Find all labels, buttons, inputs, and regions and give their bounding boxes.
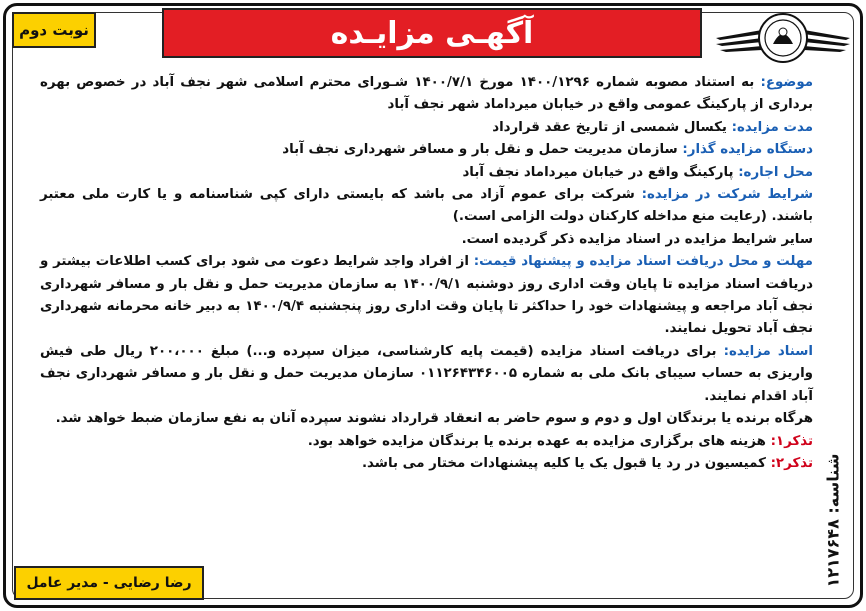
subject-text: به استناد مصوبه شماره ۱۴۰۰/۱۲۹۶ مورخ ۱۴۰۰/۷/۱ شـورای محترم اسلامی شهر نجف آباد در خصوص بهره برداری از پارکینگ عمومی واقع در خیابان میرداماد شهر نجف آباد — [40, 75, 813, 113]
forfeit-paragraph: هرگاه برنده یا برندگان اول و دوم و سوم حاضر به انعقاد قرارداد نشوند سپرده آنان به نفع سازمان ضبط خواهد شد. — [55, 411, 813, 427]
title-banner — [162, 8, 702, 58]
announcement-body — [40, 72, 813, 560]
note1-paragraph — [40, 431, 813, 453]
note2-label: تذکر۲: — [770, 455, 813, 471]
location-text: پارکینگ واقع در خیابان میرداماد نجف آباد — [462, 164, 734, 180]
note1-label: تذکر۱: — [770, 433, 813, 449]
organizer-label: دستگاه مزایده گذار: — [682, 142, 813, 158]
duration-paragraph — [40, 117, 813, 139]
docs-label: اسناد مزایده: — [723, 343, 813, 359]
signature-text: رضا رضایی - مدیر عامل — [26, 575, 192, 591]
round-badge-label: نوبت دوم — [19, 21, 89, 39]
page-title: آگهـی مزایـده — [330, 15, 534, 51]
duration-label: مدت مزایده: — [731, 119, 813, 135]
note2-text: کمیسیون در رد یا قبول یک یا کلیه پیشنهادات مختار می باشد. — [361, 455, 766, 471]
deadline-paragraph — [40, 251, 813, 341]
organizer-text: سازمان مدیریت حمل و نقل بار و مسافر شهرداری نجف آباد — [282, 142, 678, 158]
subject-paragraph — [40, 72, 813, 117]
note2-paragraph — [40, 453, 813, 475]
organizer-paragraph — [40, 139, 813, 161]
note1-text: هزینه های برگزاری مزایده به عهده برنده یا برندگان مزایده خواهد بود. — [307, 433, 766, 449]
conditions-text: شرکت برای عموم آزاد می باشد که بایستی دارای کپی شناسنامه و یا کارت ملی معتبر باشند. (رعایت منع مداخله کارکنان دولت الزامی است.) — [40, 187, 813, 225]
docs-paragraph — [40, 341, 813, 408]
subject-label: موضوع: — [760, 75, 814, 90]
conditions-label: شرایط شرکت در مزایده: — [641, 187, 814, 203]
round-badge — [12, 12, 96, 48]
deadline-label: مهلت و محل دریافت اسناد مزایده و پیشنهاد قیمت: — [473, 254, 813, 270]
docs-text: برای دریافت اسناد مزایده (قیمت پایه کارشناسی، میزان سپرده و...) مبلغ ۲۰۰،۰۰۰ ریال طی فیش واریزی به حساب سیبای بانک ملی به شماره ۰۱۱۲۶۴۳۴۶۰۰۵ سازمان مدیریت حمل و نقل بار و مسافر شهرداری نجف آباد اقدام نمایند. — [40, 343, 813, 404]
location-label: محل اجاره: — [738, 164, 813, 180]
other-conditions-paragraph: سایر شرایط مزایده در اسناد مزایده ذکر گردیده است. — [461, 231, 813, 247]
municipal-emblem-icon — [712, 8, 854, 68]
id-code-text: شناسه: ۱۲۱۷۶۴۸ — [823, 452, 843, 588]
location-paragraph — [40, 162, 813, 184]
duration-text: یکسال شمسی از تاریخ عقد قرارداد — [492, 119, 727, 135]
deadline-text: از افراد واجد شرایط دعوت می شود برای کسب اطلاعات بیشتر و دریافت اسناد مزایده تا پایان وقت اداری روز دوشنبه ۱۴۰۰/۹/۱ به سازمان مدیریت حمل و نقل بار و مسافر شهرداری نجف آباد مراجعه و پیشنهادات خود را حداکثر تا پایان وقت اداری روز پنجشنبه ۱۴۰۰/۹/۴ به دبیر خانه محرمانه شهرداری نجف آباد تحویل نمایند. — [40, 254, 813, 337]
signature-badge — [14, 566, 204, 600]
id-code — [813, 440, 853, 600]
conditions-paragraph — [40, 184, 813, 229]
